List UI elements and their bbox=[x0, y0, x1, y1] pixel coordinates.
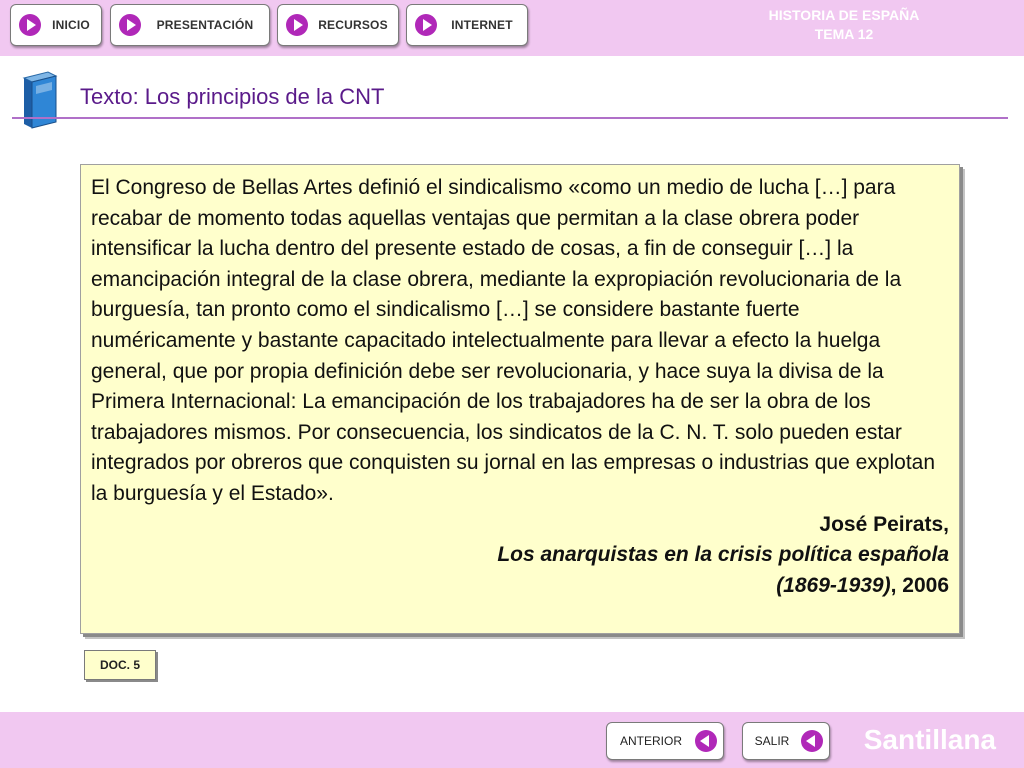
document-label: DOC. 5 bbox=[84, 650, 156, 680]
source-book-dates bbox=[91, 571, 949, 602]
internet-label: INTERNET bbox=[451, 18, 513, 32]
back-arrow-icon bbox=[695, 730, 717, 752]
page-title: Texto: Los principios de la CNT bbox=[80, 84, 385, 109]
source-book-title: Los anarquistas en la crisis política española bbox=[497, 543, 949, 567]
title-rule bbox=[12, 117, 1008, 119]
source-publication-year: , 2006 bbox=[890, 573, 949, 597]
recursos-button[interactable] bbox=[277, 4, 399, 46]
inicio-label: INICIO bbox=[52, 18, 90, 32]
anterior-label: ANTERIOR bbox=[619, 734, 682, 748]
recursos-label: RECURSOS bbox=[318, 18, 388, 32]
internet-button[interactable] bbox=[406, 4, 528, 46]
course-title: HISTORIA DE ESPAÑA bbox=[768, 7, 920, 23]
play-icon bbox=[415, 14, 437, 36]
play-icon bbox=[19, 14, 41, 36]
play-icon bbox=[286, 14, 308, 36]
anterior-button[interactable] bbox=[606, 722, 724, 760]
quote-text: El Congreso de Bellas Artes definió el sindicalismo «como un medio de lucha […] para recabar de momento todas aquellas ventajas que permitan a la clase obrera poder intensificar la lucha dentro del presente estado de cosas, a fin de conseguir […] la emancipación integral de la clase obrera, mediante la expropiación revolucionaria de la burguesía, tan pronto como el sindicalismo […] se considere bastante fuerte numéricamente y bastante capacitado intelectualmente para llevar a efecto la huelga general, que por propia definición debe ser revolucionaria, y hace suya la divisa de la Primera Internacional: La emancipación de los trabajadores ha de ser la obra de los trabajadores mismos. Por consecuencia, los sindicatos de la C. N. T. solo pueden estar integrados por obreros que conquisten su jornal en las empresas o industrias que explotan la burguesía y el Estado». bbox=[91, 176, 936, 505]
top-bar bbox=[0, 0, 1024, 56]
book-icon bbox=[18, 70, 62, 130]
presentacion-button[interactable] bbox=[110, 4, 270, 46]
course-unit: TEMA 12 bbox=[814, 26, 874, 42]
source-book-years: (1869-1939) bbox=[776, 573, 891, 597]
bottom-bar bbox=[0, 712, 1024, 768]
presentacion-label: PRESENTACIÓN bbox=[156, 18, 254, 32]
document-text-box bbox=[80, 164, 960, 634]
publisher-logo: Santillana bbox=[863, 724, 996, 755]
inicio-button[interactable] bbox=[10, 4, 102, 46]
salir-label: SALIR bbox=[754, 734, 790, 748]
play-icon bbox=[119, 14, 141, 36]
back-arrow-icon bbox=[801, 730, 823, 752]
source-author: José Peirats, bbox=[819, 512, 949, 536]
salir-button[interactable] bbox=[742, 722, 830, 760]
course-brand bbox=[764, 6, 924, 44]
